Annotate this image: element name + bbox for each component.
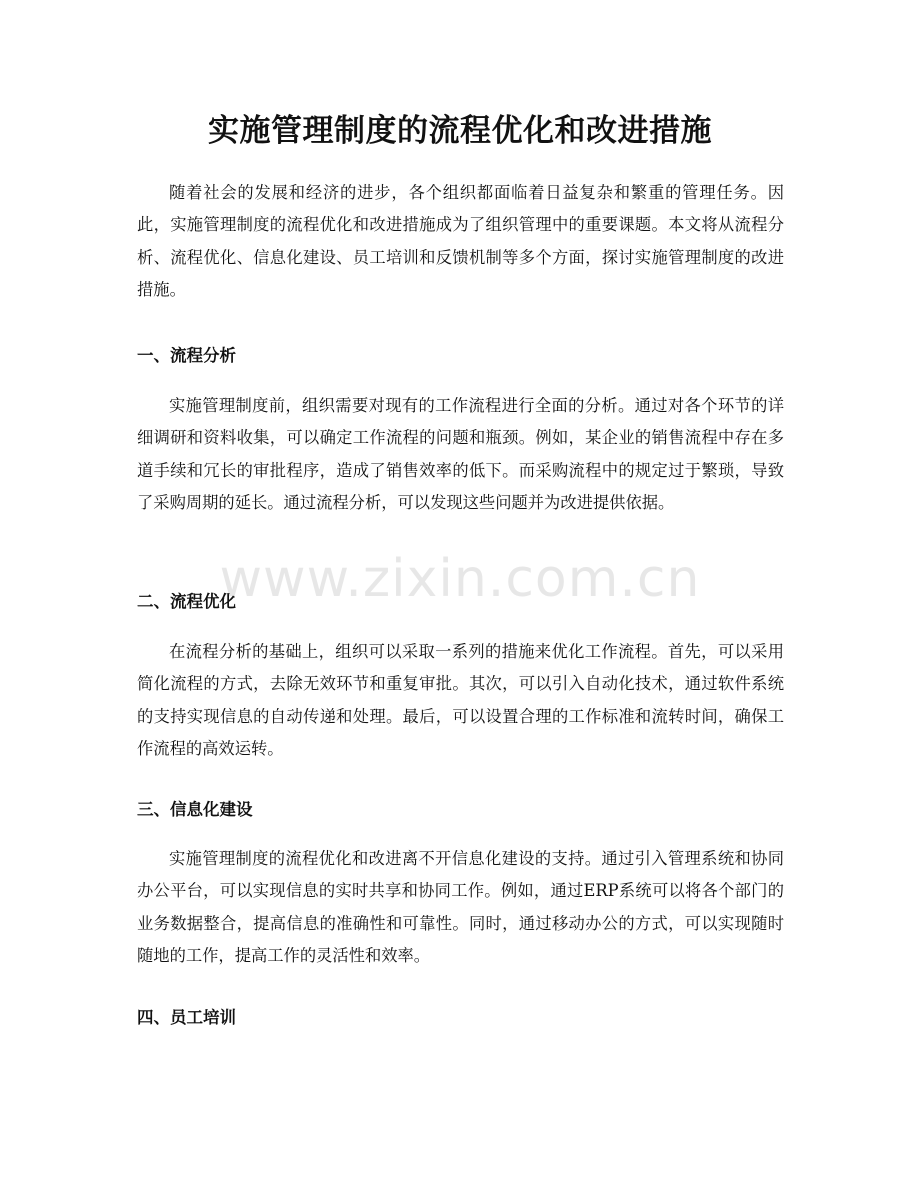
section-body-informatization: 实施管理制度的流程优化和改进离不开信息化建设的支持。通过引入管理系统和协同办公平台，可以实现信息的实时共享和协同工作。例如，通过ERP系统可以将各个部门的业务数据整合，提高信息的准确性和可靠性。同时，通过移动办公的方式，可以实现随时随地的工作，提高工作的灵活性和效率。 <box>137 849 784 965</box>
watermark: www.zixin.com.cn <box>219 549 701 609</box>
section-body-process-analysis: 实施管理制度前，组织需要对现有的工作流程进行全面的分析。通过对各个环节的详细调研和资料收集，可以确定工作流程的问题和瓶颈。例如，某企业的销售流程中存在多道手续和冗长的审批程序，造成了销售效率的低下。而采购流程中的规定过于繁琐，导致了采购周期的延长。通过流程分析，可以发现这些问题并为改进提供依据。 <box>137 396 784 512</box>
section-heading-process-analysis: 一、流程分析 <box>137 346 236 365</box>
intro-paragraph: 随着社会的发展和经济的进步，各个组织都面临着日益复杂和繁重的管理任务。因此，实施管理制度的流程优化和改进措施成为了组织管理中的重要课题。本文将从流程分析、流程优化、信息化建设、员工培训和反馈机制等多个方面，探讨实施管理制度的改进措施。 <box>137 183 784 299</box>
section-heading-informatization: 三、信息化建设 <box>137 800 253 819</box>
section-heading-process-optimization: 二、流程优化 <box>137 592 236 611</box>
section-heading-staff-training: 四、员工培训 <box>137 1008 236 1027</box>
section-body-process-optimization: 在流程分析的基础上，组织可以采取一系列的措施来优化工作流程。首先，可以采用简化流程的方式，去除无效环节和重复审批。其次，可以引入自动化技术，通过软件系统的支持实现信息的自动传递和处理。最后，可以设置合理的工作标准和流转时间，确保工作流程的高效运转。 <box>137 642 784 758</box>
document-title: 实施管理制度的流程优化和改进措施 <box>208 113 712 149</box>
